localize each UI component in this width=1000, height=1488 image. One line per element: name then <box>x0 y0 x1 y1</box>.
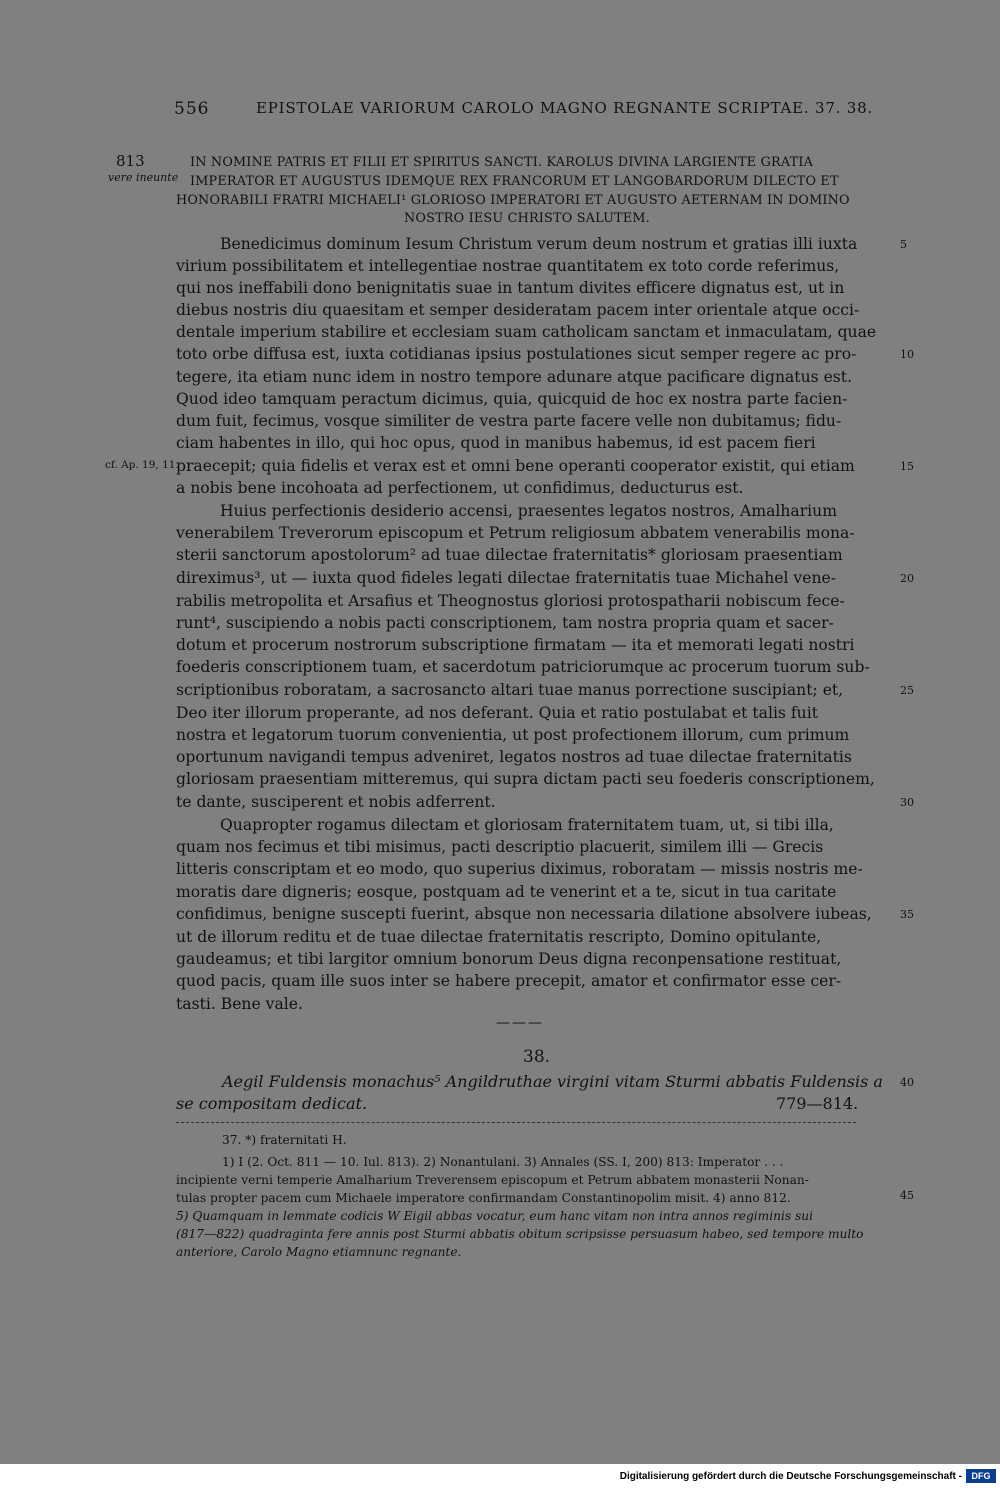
body-line: rabilis metropolita et Arsafius et Theognostus gloriosi protospatharii nobiscum fece- <box>176 592 845 610</box>
body-line: Huius perfectionis desiderio accensi, praesentes legatos nostros, Amalharium <box>220 502 837 520</box>
digitization-credit: Digitalisierung gefördert durch die Deutsche Forschungsgemeinschaft - <box>619 1471 962 1482</box>
line-number: 5 <box>900 238 907 251</box>
body-line: direximus³, ut — iuxta quod fideles legati dilectae fraternitatis tuae Michahel vene- <box>176 569 836 587</box>
body-line: Deo iter illorum properante, ad nos deferant. Quia et ratio postulabat et talis fuit <box>176 704 818 722</box>
document-title: Aegil Fuldensis monachus⁵ Angildruthae virgini vitam Sturmi abbatis Fuldensis a <box>222 1072 883 1091</box>
line-number: 30 <box>900 796 914 809</box>
footnote: 1) I (2. Oct. 811 — 10. Iul. 813). 2) Nonantulani. 3) Annales (SS. I, 200) 813: Imperator . . . <box>222 1155 784 1169</box>
body-line: venerabilem Treverorum episcopum et Petrum religiosum abbatem venerabilis mona- <box>176 524 855 542</box>
margin-reference: cf. Ap. 19, 11. <box>105 459 179 471</box>
body-line: dentale imperium stabilire et ecclesiam suam catholicam sanctam et inmaculatam, quae <box>176 323 877 341</box>
line-number: 15 <box>900 460 914 473</box>
body-line: nostra et legatorum tuorum convenientia, ut post profectionem illorum, cum primum <box>176 726 850 744</box>
body-line: Benedicimus dominum Iesum Christum verum deum nostrum et gratias illi iuxta <box>220 235 858 253</box>
body-line: dotum et procerum nostrorum subscriptione firmatam — ita et memorati legati nostri <box>176 636 855 654</box>
body-line: ciam habentes in illo, qui hoc opus, quod in manibus habemus, id est pacem fieri <box>176 434 816 452</box>
body-line: te dante, susciperent et nobis adferrent. <box>176 793 496 811</box>
body-line: gaudeamus; et tibi largitor omnium bonorum Deus digna reconpensatione restituat, <box>176 950 842 968</box>
line-number: 40 <box>900 1076 914 1089</box>
body-line: scriptionibus roboratam, a sacrosancto altari tuae manus porrectione suscipiant; et, <box>176 681 844 699</box>
body-line: praecepit; quia fidelis et verax est et omni bene operanti cooperator existit, qui etiam <box>176 457 855 475</box>
body-line: sterii sanctorum apostolorum² ad tuae dilectae fraternitatis* gloriosam praesentiam <box>176 546 843 564</box>
salutation-line: IMPERATOR ET AUGUSTUS IDEMQUE REX FRANCORUM ET LANGOBARDORUM DILECTO ET <box>190 174 839 189</box>
body-line: quam nos fecimus et tibi misimus, pacti descriptio placuerit, similem illi — Grecis <box>176 838 824 856</box>
margin-year: 813 <box>116 152 145 170</box>
line-number: 35 <box>900 908 914 921</box>
document-number: 38. <box>523 1047 551 1067</box>
body-line: diebus nostris diu quaesitam et semper desideratam pacem inter orientale atque occi- <box>176 301 860 319</box>
body-line: litteris conscriptam et eo modo, quo superius diximus, roboratam — missis nostris me- <box>176 860 863 878</box>
body-line: Quapropter rogamus dilectam et gloriosam fraternitatem tuam, ut, si tibi illa, <box>220 816 834 834</box>
line-number: 25 <box>900 684 914 697</box>
body-line: ut de illorum reditu et de tuae dilectae fraternitatis rescripto, Domino opitulante, <box>176 928 822 946</box>
body-line: Quod ideo tamquam peractum dicimus, quia, quicquid de hoc ex nostra parte facien- <box>176 390 848 408</box>
body-line: moratis dare digneris; eosque, postquam ad te venerint et a te, sicut in tua caritate <box>176 883 837 901</box>
footnote: 5) Quamquam in lemmate codicis W Eigil abbas vocatur, eum hanc vitam non intra annos regiminis sui <box>176 1209 813 1223</box>
body-line: confidimus, benigne suscepti fuerint, absque non necessaria dilatione absolvere iubeas, <box>176 905 872 923</box>
page-number: 556 <box>174 99 210 119</box>
footnote: tulas propter pacem cum Michaele imperatore confirmandam Constantinopolim misit. 4) anno 812. <box>176 1191 791 1205</box>
body-line: runt⁴, suscipiendo a nobis pacti conscriptionem, tam nostra propria quam et sacer- <box>176 614 834 632</box>
salutation-line: IN NOMINE PATRIS ET FILII ET SPIRITUS SANCTI. KAROLUS DIVINA LARGIENTE GRATIA <box>190 155 814 170</box>
body-line: oportunum navigandi tempus adveniret, legatos nostros ad tuae dilectae fraternitatis <box>176 748 852 766</box>
body-line: qui nos ineffabili dono benignitatis suae in tantum divites efficere dignatus est, ut in <box>176 279 845 297</box>
dfg-logo: DFG <box>966 1469 996 1483</box>
body-line: foederis conscriptionem tuam, et sacerdotum patriciorumque ac procerum tuorum sub- <box>176 658 870 676</box>
divider <box>176 1122 856 1123</box>
footnote: incipiente verni temperie Amalharium Treverensem episcopum et Petrum abbatem monasterii Nonan- <box>176 1173 809 1187</box>
body-line: tasti. Bene vale. <box>176 995 303 1013</box>
line-number: 45 <box>900 1189 914 1202</box>
document-title: se compositam dedicat. <box>176 1094 368 1113</box>
document-date: 779—814. <box>776 1094 859 1113</box>
body-line: gloriosam praesentiam mitteremus, qui supra dictam pacti seu foederis conscriptionem, <box>176 770 875 788</box>
body-line: toto orbe diffusa est, iuxta cotidianas ipsius postulationes sicut semper regere ac pro- <box>176 345 857 363</box>
body-line: virium possibilitatem et intellegentiae nostrae quantitatem ex toto corde referimus, <box>176 257 840 275</box>
line-number: 20 <box>900 572 914 585</box>
section-separator: ——— <box>496 1015 544 1031</box>
body-line: dum fuit, fecimus, vosque similiter de vestra parte facere velle non dubitamus; fidu- <box>176 412 842 430</box>
salutation-line: HONORABILI FRATRI MICHAELI¹ GLORIOSO IMPERATORI ET AUGUSTO AETERNAM IN DOMINO <box>176 193 850 208</box>
body-line: quod pacis, quam ille suos inter se habere precepit, amator et confirmator esse cer- <box>176 972 842 990</box>
footnote: anteriore, Carolo Magno etiamnunc regnante. <box>176 1245 462 1259</box>
margin-season: vere ineunte <box>108 171 179 184</box>
body-line: a nobis bene incohoata ad perfectionem, ut confidimus, deducturus est. <box>176 479 744 497</box>
body-line: tegere, ita etiam nunc idem in nostro tempore adunare atque pacificare dignatus est. <box>176 368 853 386</box>
line-number: 10 <box>900 348 914 361</box>
footnote-variant: 37. *) fraternitati H. <box>222 1133 347 1147</box>
footnote: (817—822) quadraginta fere annis post Sturmi abbatis obitum scripsisse persuasum habeo, sed tempore multo <box>176 1227 864 1241</box>
running-title: EPISTOLAE VARIORUM CAROLO MAGNO REGNANTE SCRIPTAE. 37. 38. <box>256 99 874 117</box>
salutation-line: NOSTRO IESU CHRISTO SALUTEM. <box>404 211 650 226</box>
